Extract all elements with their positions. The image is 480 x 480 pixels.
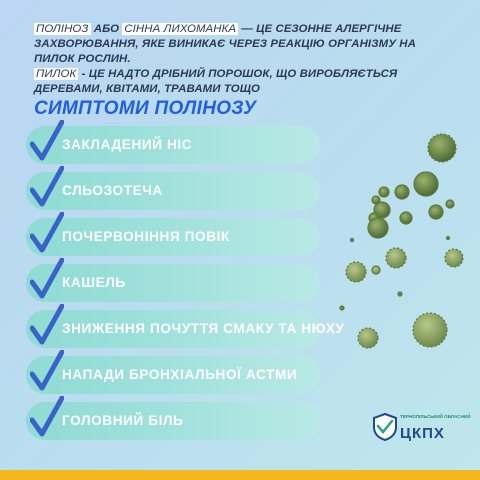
symptom-label: ПОЧЕРВОНІННЯ ПОВІК: [62, 229, 230, 244]
list-item: [26, 264, 320, 302]
list-item: [26, 356, 320, 394]
check-icon: [30, 166, 64, 210]
pollen-illustration: [330, 120, 480, 370]
symptom-label: СЛЬОЗОТЕЧА: [62, 183, 163, 198]
list-item: [26, 172, 320, 210]
symptom-label: КАШЕЛЬ: [62, 275, 126, 290]
list-item: [26, 218, 320, 256]
symptom-label: НАПАДИ БРОНХІАЛЬНОЇ АСТМИ: [62, 367, 298, 382]
bottom-bar: [0, 470, 480, 480]
shield-icon: [372, 412, 398, 442]
term-sinna-lykhomanka: СІННА ЛИХОМАНКА: [124, 23, 237, 35]
symptom-label: ЗНИЖЕННЯ ПОЧУТТЯ СМАКУ ТА НЮХУ: [62, 321, 345, 336]
definition-text-2: - ЦЕ НАДТО ДРІБНИЙ ПОРОШОК, ЩО ВИРОБЛЯЄТЬСЯ ДЕРЕВАМИ, КВІТАМИ, ТРАВАМИ ТОЩО: [34, 68, 398, 95]
check-icon: [30, 258, 64, 302]
check-icon: [30, 396, 64, 440]
list-item: [26, 126, 320, 164]
term-polinoz: ПОЛІНОЗ: [36, 23, 89, 35]
check-icon: [30, 350, 64, 394]
term-pylok: ПИЛОК: [36, 68, 77, 80]
logo: [372, 410, 472, 446]
conjunction: АБО: [93, 23, 120, 35]
symptom-label: ЗАКЛАДЕНИЙ НІС: [62, 137, 193, 152]
symptom-label: ГОЛОВНИЙ БІЛЬ: [62, 413, 184, 428]
list-item: [26, 310, 345, 348]
list-item: [26, 402, 320, 440]
intro-text: [34, 22, 454, 97]
definition-text: — ЦЕ СЕЗОННЕ АЛЕРГІЧНЕ ЗАХВОРЮВАННЯ, ЯКЕ ВИНИКАЄ ЧЕРЕЗ РЕАКЦІЮ ОРГАНІЗМУ НА ПИЛОК РОСЛИН.: [34, 23, 416, 65]
check-icon: [30, 120, 64, 164]
check-icon: [30, 212, 64, 256]
logo-main-text: ЦКПХ: [400, 425, 445, 442]
check-icon: [30, 304, 64, 348]
logo-small-text: ТЕРНОПІЛЬСЬКИЙ ОБЛАСНИЙ: [400, 414, 471, 419]
symptoms-heading: СИМПТОМИ ПОЛІНОЗУ: [34, 98, 257, 119]
